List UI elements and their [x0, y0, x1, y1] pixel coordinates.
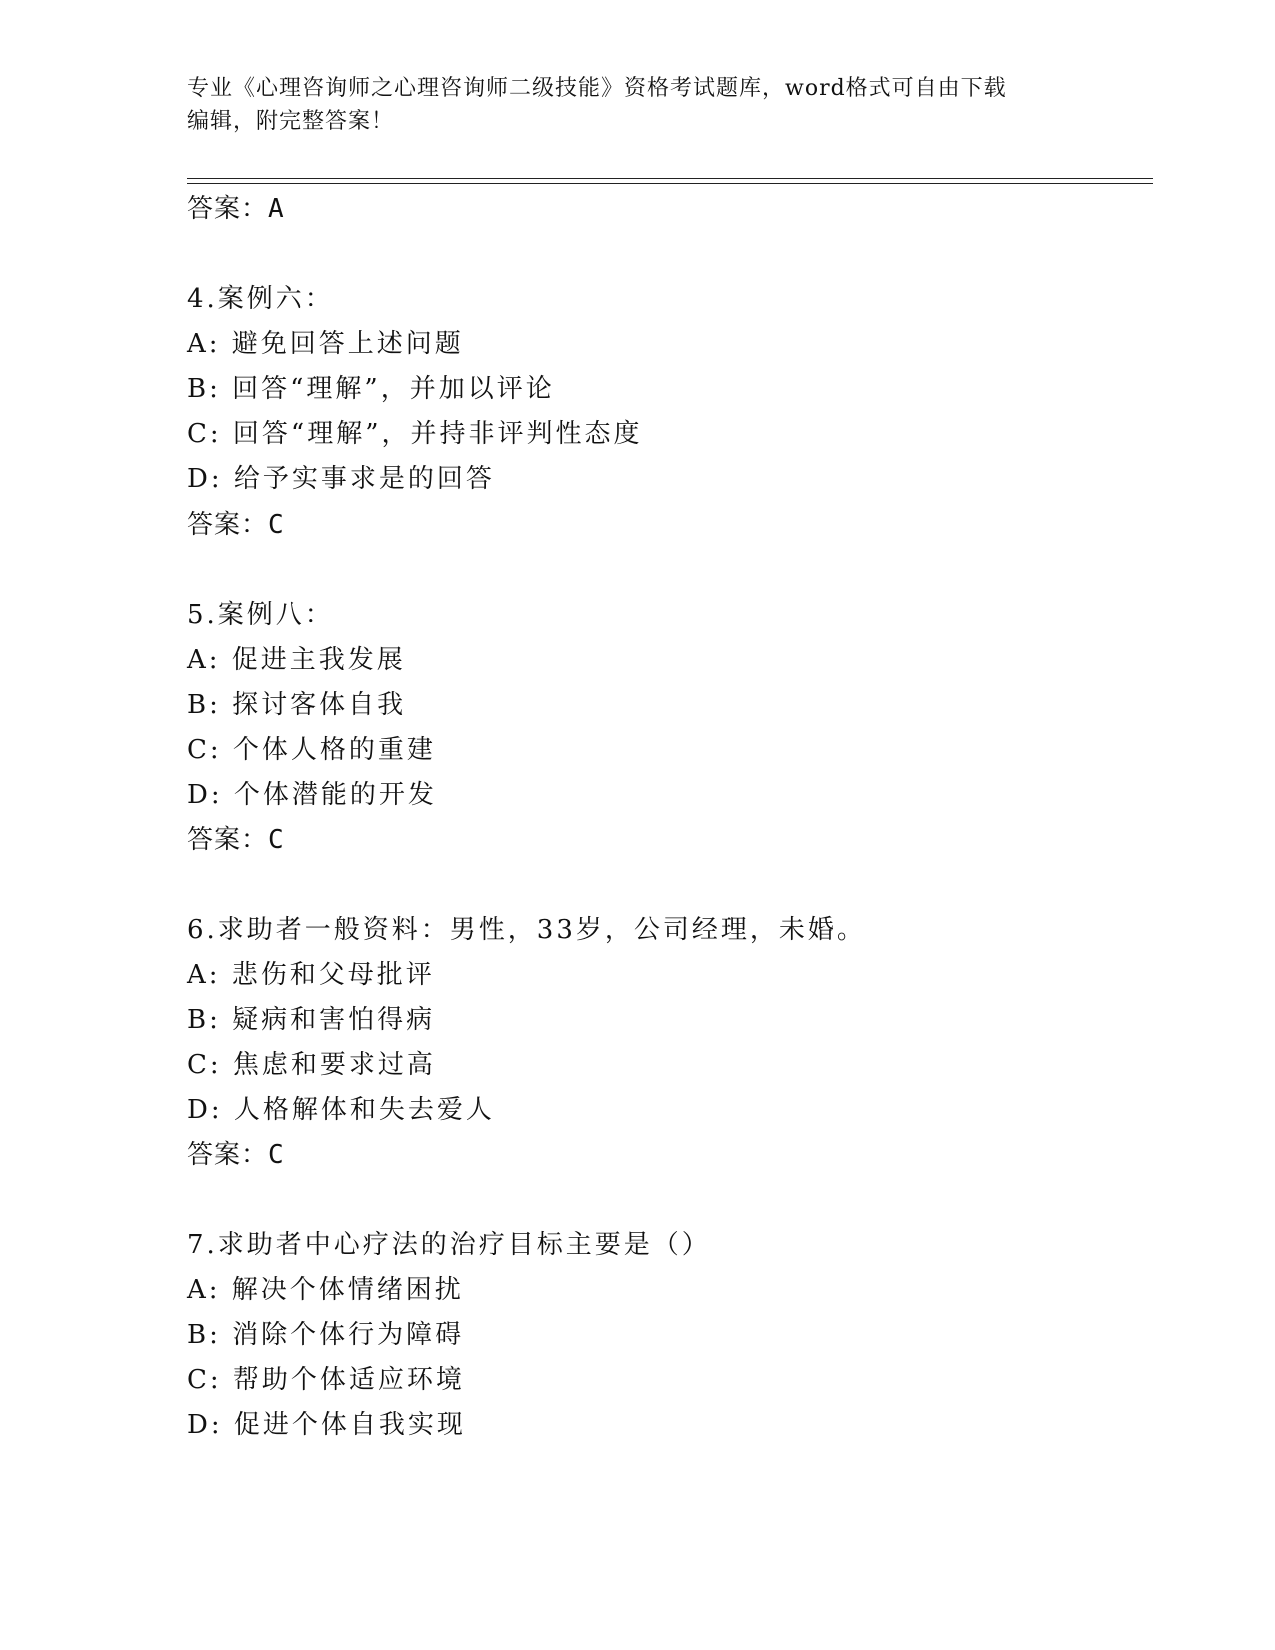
- header-line-2: 编辑，附完整答案！: [187, 109, 395, 134]
- answer-line: [187, 823, 285, 857]
- option-b: B: 消除个体行为障碍: [187, 1320, 465, 1350]
- answer-label: 答案：: [187, 194, 269, 224]
- answer-label: 答案：: [187, 825, 269, 855]
- answer-letter: C: [268, 510, 285, 540]
- option-d: D: 给予实事求是的回答: [187, 464, 495, 494]
- answer-line: [187, 508, 285, 542]
- option-d: D: 人格解体和失去爱人: [187, 1095, 495, 1125]
- question-title: 7.求助者中心疗法的治疗目标主要是（）: [187, 1230, 711, 1260]
- answer-line: [187, 1138, 285, 1172]
- option-d: D: 个体潜能的开发: [187, 780, 437, 810]
- answer-letter: A: [268, 194, 285, 224]
- question-title: 5.案例八：: [187, 600, 334, 630]
- option-a: A: 促进主我发展: [187, 645, 406, 675]
- answer-label: 答案：: [187, 1140, 269, 1170]
- header-line-1: 专业《心理咨询师之心理咨询师二级技能》资格考试题库，word格式可自由下载: [187, 76, 1007, 101]
- option-c: C: 帮助个体适应环境: [187, 1365, 465, 1395]
- answer-line: [187, 192, 285, 226]
- answer-label: 答案：: [187, 510, 269, 540]
- option-a: A: 悲伤和父母批评: [187, 960, 435, 990]
- option-b: B: 探讨客体自我: [187, 690, 407, 720]
- document-header: [187, 72, 1067, 138]
- question-title: 4.案例六：: [187, 284, 334, 314]
- option-a: A: 解决个体情绪困扰: [187, 1275, 464, 1305]
- option-d: D: 促进个体自我实现: [187, 1410, 466, 1440]
- header-rule-bottom: [187, 183, 1153, 184]
- option-b: B: 疑病和害怕得病: [187, 1005, 436, 1035]
- option-a: A: 避免回答上述问题: [187, 329, 464, 359]
- question-title: 6.求助者一般资料：男性，33岁，公司经理，未婚。: [187, 915, 866, 945]
- option-c: C: 焦虑和要求过高: [187, 1050, 436, 1080]
- option-c: C: 回答“理解”，并持非评判性态度: [187, 419, 643, 449]
- answer-letter: C: [268, 825, 285, 855]
- option-b: B: 回答“理解”，并加以评论: [187, 374, 555, 404]
- answer-letter: C: [268, 1140, 285, 1170]
- header-rule-top: [187, 178, 1153, 179]
- option-c: C: 个体人格的重建: [187, 735, 436, 765]
